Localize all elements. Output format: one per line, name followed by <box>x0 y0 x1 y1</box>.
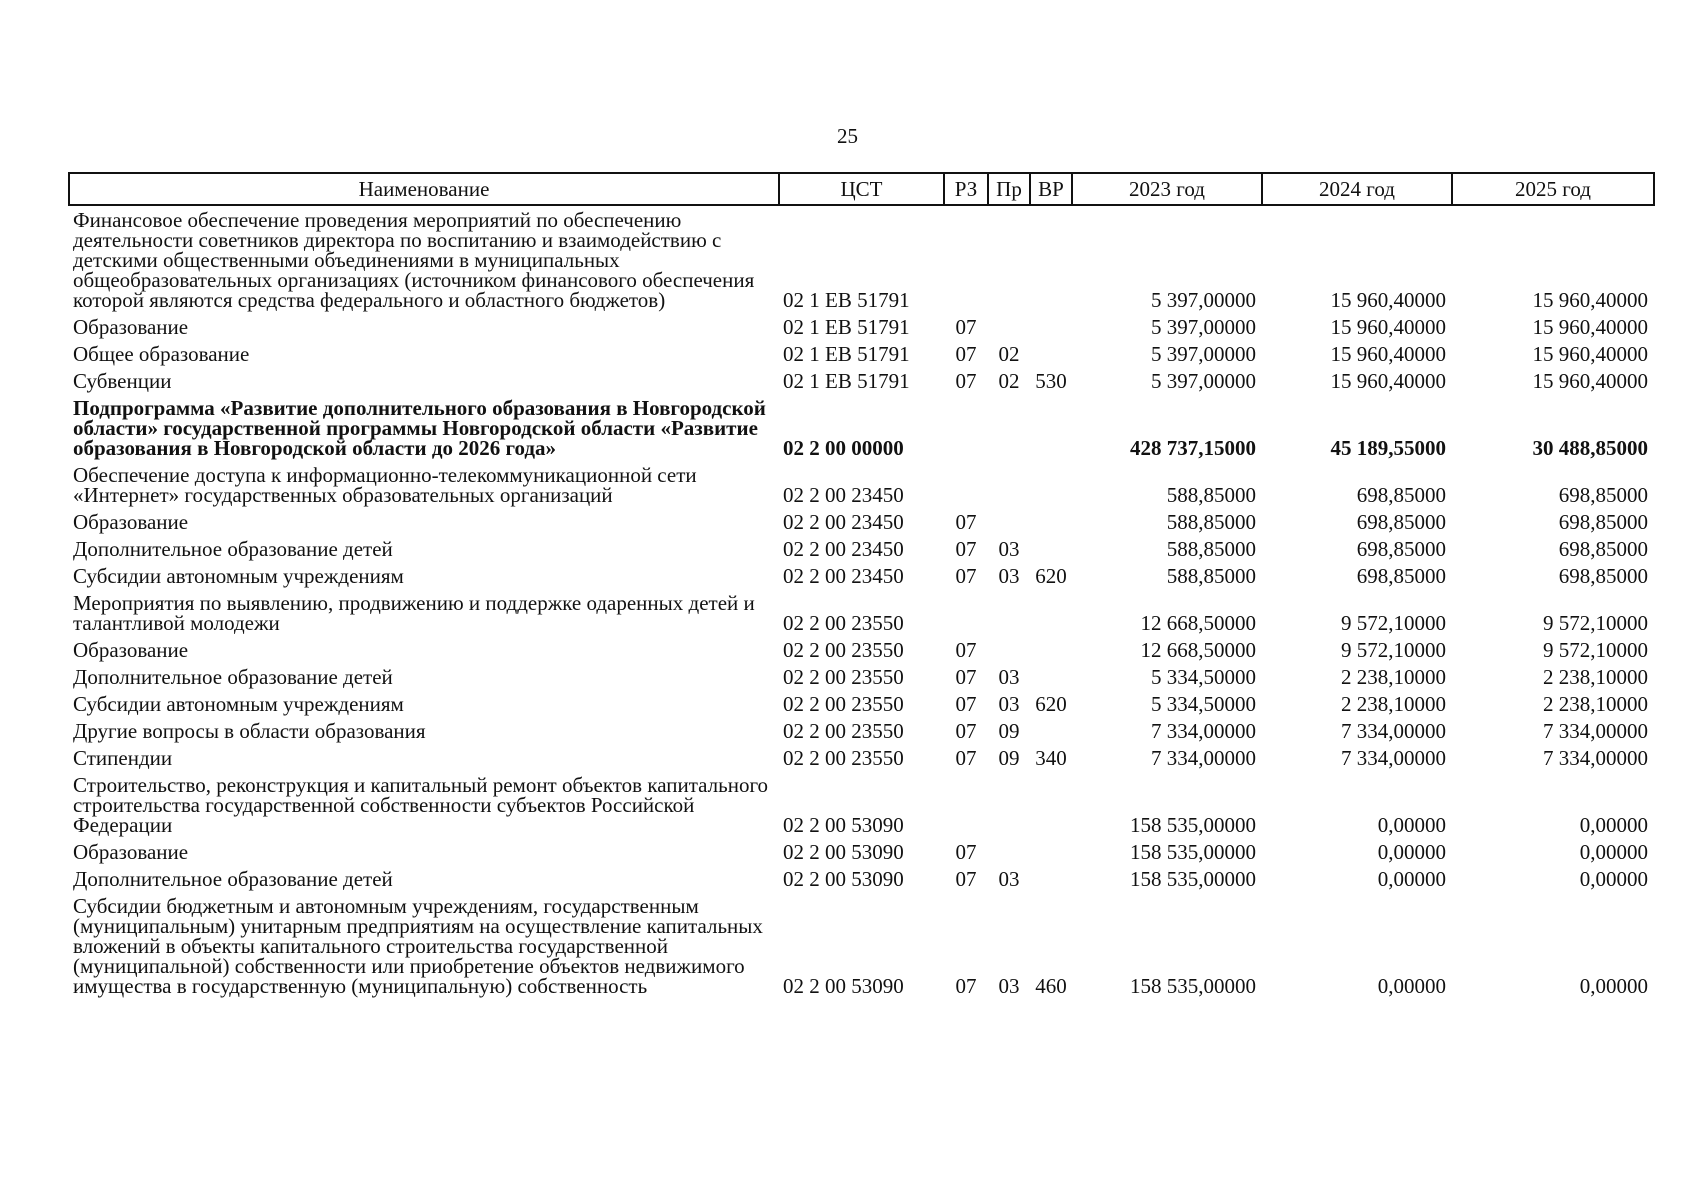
cell-rz: 07 <box>955 974 977 998</box>
cell-2024: 2 238,10000 <box>1341 665 1446 689</box>
cell-cst: 02 1 ЕВ 51791 <box>783 342 910 366</box>
cell-2023: 5 334,50000 <box>1151 692 1256 716</box>
cell-cst: 02 2 00 23550 <box>783 692 904 716</box>
cell-vr: 620 <box>1035 564 1067 588</box>
cell-name: Дополнительное образование детей <box>73 537 393 561</box>
cell-pr: 03 <box>998 665 1020 689</box>
cell-vr <box>1030 717 1072 744</box>
cell-cst: 02 2 00 23550 <box>783 746 904 770</box>
header-2024: 2024 год <box>1262 173 1452 205</box>
page-number: 25 <box>837 124 858 148</box>
cell-2025: 15 960,40000 <box>1532 342 1648 366</box>
cell-pr: 03 <box>998 867 1020 891</box>
cell-vr: 530 <box>1035 369 1067 393</box>
cell-rz: 07 <box>955 719 977 743</box>
table-row <box>69 838 1654 865</box>
cell-2024: 9 572,10000 <box>1341 611 1446 635</box>
cell-2023: 5 397,00000 <box>1151 288 1256 312</box>
cell-rz: 07 <box>955 638 977 662</box>
cell-cst: 02 1 ЕВ 51791 <box>783 288 910 312</box>
cell-2023: 158 535,00000 <box>1130 813 1256 837</box>
cell-vr <box>1030 838 1072 865</box>
cell-2023: 588,85000 <box>1166 564 1256 588</box>
cell-2023: 5 397,00000 <box>1151 342 1256 366</box>
cell-rz: 07 <box>955 665 977 689</box>
cell-2024: 7 334,00000 <box>1341 719 1446 743</box>
cell-cst: 02 2 00 00000 <box>783 436 904 460</box>
cell-2023: 158 535,00000 <box>1130 974 1256 998</box>
cell-name: Дополнительное образование детей <box>73 665 393 689</box>
cell-2024: 0,00000 <box>1377 867 1446 891</box>
cell-rz: 07 <box>955 537 977 561</box>
cell-vr <box>1030 663 1072 690</box>
cell-2024: 698,85000 <box>1356 537 1446 561</box>
table-row <box>69 892 1654 999</box>
cell-2023: 158 535,00000 <box>1130 840 1256 864</box>
cell-2025: 30 488,85000 <box>1532 436 1648 460</box>
cell-2025: 0,00000 <box>1579 867 1648 891</box>
header-name: Наименование <box>69 173 779 205</box>
table-row <box>69 340 1654 367</box>
cell-2024: 0,00000 <box>1377 840 1446 864</box>
table-row <box>69 865 1654 892</box>
cell-pr: 03 <box>998 974 1020 998</box>
cell-2024: 0,00000 <box>1377 813 1446 837</box>
table-row <box>69 508 1654 535</box>
table-header-row <box>69 173 1654 205</box>
cell-vr <box>1030 636 1072 663</box>
header-cst: ЦСТ <box>779 173 944 205</box>
cell-vr <box>1030 865 1072 892</box>
cell-2023: 12 668,50000 <box>1140 611 1256 635</box>
table-row <box>69 663 1654 690</box>
cell-2023: 588,85000 <box>1166 483 1256 507</box>
header-pr: Пр <box>988 173 1030 205</box>
cell-rz <box>944 394 988 461</box>
cell-rz <box>944 461 988 508</box>
cell-vr <box>1030 508 1072 535</box>
cell-cst: 02 2 00 23450 <box>783 510 904 534</box>
header-2025: 2025 год <box>1452 173 1654 205</box>
cell-name: Подпрограмма «Развитие дополнительного образования в Новгородской области» государственной программы Новгородской области «Развитие образования в Новгородской области до 2026 года» <box>73 396 766 460</box>
cell-2023: 428 737,15000 <box>1130 436 1256 460</box>
cell-name: Дополнительное образование детей <box>73 867 393 891</box>
table-row <box>69 205 1654 313</box>
cell-rz: 07 <box>955 369 977 393</box>
cell-rz: 07 <box>955 867 977 891</box>
cell-cst: 02 2 00 23550 <box>783 665 904 689</box>
cell-pr: 09 <box>998 719 1020 743</box>
cell-2024: 698,85000 <box>1356 510 1446 534</box>
header-vr: ВР <box>1030 173 1072 205</box>
table-row <box>69 535 1654 562</box>
cell-name: Обеспечение доступа к информационно-телекоммуникационной сети «Интернет» государственных образовательных организаций <box>73 463 697 507</box>
cell-pr: 02 <box>998 369 1020 393</box>
cell-2024: 7 334,00000 <box>1341 746 1446 770</box>
cell-2023: 12 668,50000 <box>1140 638 1256 662</box>
cell-name: Образование <box>73 638 189 662</box>
cell-2025: 698,85000 <box>1558 510 1648 534</box>
cell-name: Субсидии автономным учреждениям <box>73 692 404 716</box>
cell-2023: 7 334,00000 <box>1151 719 1256 743</box>
cell-cst: 02 2 00 53090 <box>783 840 904 864</box>
cell-2025: 698,85000 <box>1558 564 1648 588</box>
cell-pr: 09 <box>998 746 1020 770</box>
cell-2024: 698,85000 <box>1356 564 1446 588</box>
cell-2024: 9 572,10000 <box>1341 638 1446 662</box>
cell-2024: 15 960,40000 <box>1330 342 1446 366</box>
cell-pr <box>988 394 1030 461</box>
cell-rz: 07 <box>955 564 977 588</box>
table-row <box>69 367 1654 394</box>
table-row <box>69 313 1654 340</box>
cell-2023: 5 397,00000 <box>1151 369 1256 393</box>
table-row <box>69 589 1654 636</box>
cell-pr <box>988 313 1030 340</box>
cell-2025: 15 960,40000 <box>1532 369 1648 393</box>
cell-cst: 02 1 ЕВ 51791 <box>783 315 910 339</box>
cell-vr <box>1030 394 1072 461</box>
cell-cst: 02 2 00 23550 <box>783 719 904 743</box>
cell-2025: 9 572,10000 <box>1543 638 1648 662</box>
cell-rz: 07 <box>955 315 977 339</box>
cell-rz <box>944 589 988 636</box>
cell-vr <box>1030 535 1072 562</box>
cell-pr <box>988 461 1030 508</box>
cell-pr: 02 <box>998 342 1020 366</box>
cell-vr <box>1030 205 1072 313</box>
table-body <box>69 205 1654 999</box>
cell-pr: 03 <box>998 564 1020 588</box>
cell-2025: 0,00000 <box>1579 813 1648 837</box>
cell-2025: 698,85000 <box>1558 537 1648 561</box>
cell-cst: 02 2 00 23550 <box>783 638 904 662</box>
cell-pr <box>988 508 1030 535</box>
cell-2023: 158 535,00000 <box>1130 867 1256 891</box>
cell-rz: 07 <box>955 692 977 716</box>
cell-pr <box>988 636 1030 663</box>
header-2023: 2023 год <box>1072 173 1262 205</box>
cell-pr <box>988 589 1030 636</box>
cell-2025: 698,85000 <box>1558 483 1648 507</box>
cell-name: Финансовое обеспечение проведения мероприятий по обеспечению деятельности советников директора по воспитанию и взаимодействию с детскими общественными объединениями в муниципальных общеобразовательных организациях (источником финансового обеспечения которой являются средства федерального и областного бюджетов) <box>73 208 755 312</box>
cell-vr <box>1030 771 1072 838</box>
budget-table <box>68 172 1655 999</box>
cell-vr <box>1030 461 1072 508</box>
cell-cst: 02 2 00 53090 <box>783 974 904 998</box>
cell-2025: 2 238,10000 <box>1543 692 1648 716</box>
cell-cst: 02 1 ЕВ 51791 <box>783 369 910 393</box>
cell-rz: 07 <box>955 840 977 864</box>
cell-cst: 02 2 00 23450 <box>783 483 904 507</box>
cell-2025: 7 334,00000 <box>1543 719 1648 743</box>
cell-vr <box>1030 589 1072 636</box>
cell-cst: 02 2 00 23450 <box>783 537 904 561</box>
cell-name: Образование <box>73 840 189 864</box>
table-row <box>69 394 1654 461</box>
cell-2025: 0,00000 <box>1579 840 1648 864</box>
cell-2025: 15 960,40000 <box>1532 288 1648 312</box>
cell-rz <box>944 771 988 838</box>
cell-2023: 5 397,00000 <box>1151 315 1256 339</box>
cell-cst: 02 2 00 53090 <box>783 813 904 837</box>
table-row <box>69 744 1654 771</box>
cell-name: Субсидии автономным учреждениям <box>73 564 404 588</box>
cell-vr: 340 <box>1035 746 1067 770</box>
cell-vr <box>1030 313 1072 340</box>
cell-pr: 03 <box>998 537 1020 561</box>
table-row <box>69 562 1654 589</box>
cell-name: Другие вопросы в области образования <box>73 719 426 743</box>
cell-2024: 15 960,40000 <box>1330 315 1446 339</box>
cell-name: Субсидии бюджетным и автономным учреждениям, государственным (муниципальным) унитарным предприятиям на осуществление капитальных вложений в объекты капитального строительства государственной (муниципальной) собственности или приобретение объектов недвижимого имущества в государственную (муниципальную) собственность <box>73 894 763 998</box>
cell-2024: 15 960,40000 <box>1330 288 1446 312</box>
table-row <box>69 690 1654 717</box>
cell-name: Образование <box>73 315 189 339</box>
cell-name: Строительство, реконструкция и капитальный ремонт объектов капитального строительства государственной собственности субъектов Российской Федерации <box>73 773 769 837</box>
cell-pr <box>988 771 1030 838</box>
cell-2025: 2 238,10000 <box>1543 665 1648 689</box>
cell-2024: 698,85000 <box>1356 483 1446 507</box>
cell-2025: 7 334,00000 <box>1543 746 1648 770</box>
table-row <box>69 771 1654 838</box>
cell-2024: 0,00000 <box>1377 974 1446 998</box>
cell-cst: 02 2 00 23450 <box>783 564 904 588</box>
cell-cst: 02 2 00 23550 <box>783 611 904 635</box>
cell-name: Общее образование <box>73 342 250 366</box>
cell-2024: 2 238,10000 <box>1341 692 1446 716</box>
cell-rz: 07 <box>955 510 977 534</box>
table-row <box>69 717 1654 744</box>
cell-rz: 07 <box>955 342 977 366</box>
cell-2025: 15 960,40000 <box>1532 315 1648 339</box>
cell-rz: 07 <box>955 746 977 770</box>
table-row <box>69 636 1654 663</box>
cell-name: Стипендии <box>73 746 173 770</box>
cell-name: Мероприятия по выявлению, продвижению и поддержке одаренных детей и талантливой молодежи <box>73 591 755 635</box>
cell-2025: 9 572,10000 <box>1543 611 1648 635</box>
cell-2024: 15 960,40000 <box>1330 369 1446 393</box>
cell-2023: 7 334,00000 <box>1151 746 1256 770</box>
cell-name: Субвенции <box>73 369 172 393</box>
cell-vr <box>1030 340 1072 367</box>
cell-pr <box>988 838 1030 865</box>
table-row <box>69 461 1654 508</box>
cell-rz <box>944 205 988 313</box>
cell-pr <box>988 205 1030 313</box>
cell-2025: 0,00000 <box>1579 974 1648 998</box>
cell-pr: 03 <box>998 692 1020 716</box>
cell-2023: 5 334,50000 <box>1151 665 1256 689</box>
header-rz: РЗ <box>944 173 988 205</box>
cell-2023: 588,85000 <box>1166 510 1256 534</box>
cell-name: Образование <box>73 510 189 534</box>
cell-vr: 620 <box>1035 692 1067 716</box>
cell-cst: 02 2 00 53090 <box>783 867 904 891</box>
cell-2023: 588,85000 <box>1166 537 1256 561</box>
cell-vr: 460 <box>1035 974 1067 998</box>
cell-2024: 45 189,55000 <box>1330 436 1446 460</box>
